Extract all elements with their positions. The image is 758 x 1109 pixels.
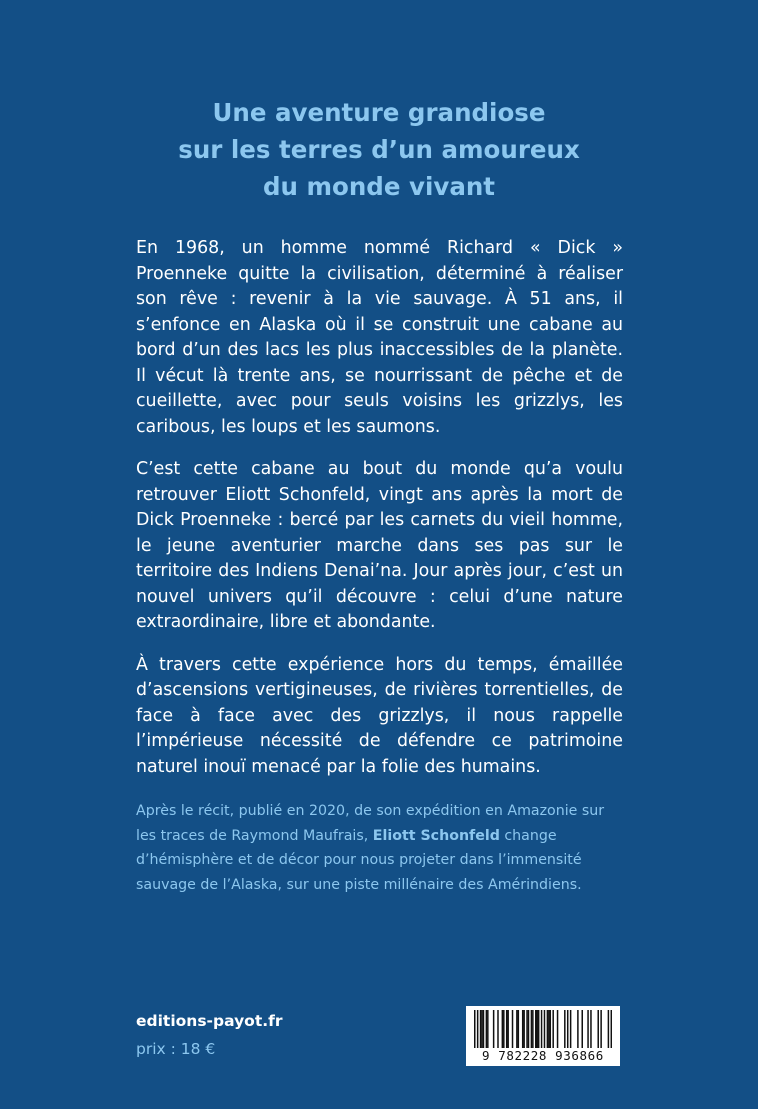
headline-line-1: Une aventure grandiose	[212, 98, 546, 127]
headline-line-3: du monde vivant	[262, 172, 496, 201]
barcode-bar	[477, 1010, 479, 1048]
barcode-bar	[518, 1010, 520, 1048]
barcode-bar	[577, 1010, 579, 1048]
barcode-bar	[474, 1010, 476, 1048]
headline-line-2: sur les terres d’un amoureux	[178, 135, 580, 164]
barcode-bar	[483, 1010, 485, 1048]
barcode-bar	[581, 1010, 583, 1048]
barcode-bar	[557, 1010, 559, 1048]
barcode-bar	[550, 1010, 552, 1048]
barcode-bar	[608, 1010, 610, 1048]
barcode-bar	[502, 1010, 504, 1048]
barcode-bar	[503, 1010, 505, 1048]
barcode-bar	[590, 1010, 592, 1048]
barcode-bar	[538, 1010, 540, 1048]
barcode-bar	[493, 1010, 495, 1048]
barcode-bar	[486, 1010, 488, 1048]
barcode-bar	[597, 1010, 599, 1048]
author-bio-intro: Après le récit, publié en 2020, de son expédition en Amazonie sur les traces de Raymond Maufrais,	[136, 803, 605, 844]
barcode-bar	[528, 1010, 530, 1048]
barcode-bar	[480, 1010, 482, 1048]
barcode-bar	[522, 1010, 524, 1048]
blurb-paragraph-2: C’est cette cabane au bout du monde qu’a voulu retrouver Eliott Schonfeld, vingt ans après la mort de Dick Proenneke : bercé par les carnets du vieil homme, le jeune aventurier marche dans ses pas sur le territoire des Indiens Denai’na. Jour après jour, c’est un nouvel univers qu’il découvre : celui d’une nature extraordinaire, libre et abondante.	[136, 459, 623, 632]
headline	[0, 94, 758, 205]
blurb-paragraph-3: À travers cette expérience hors du temps, émaillée d’ascensions vertigineuses, de rivières torrentielles, de face à face avec des grizzlys, il nous rappelle l’impérieuse nécessité de défendre ce patrimoine naturel inouï menacé par la folie des humains.	[136, 654, 623, 777]
barcode-bar	[526, 1010, 528, 1048]
barcode-bar	[548, 1010, 550, 1048]
blurb	[136, 236, 623, 797]
barcode-bar	[507, 1010, 509, 1048]
barcode-bar	[506, 1010, 508, 1048]
barcode-bar	[487, 1010, 489, 1048]
barcode-bars	[474, 1010, 612, 1048]
barcode-bar	[600, 1010, 602, 1048]
barcode-bar	[570, 1010, 572, 1048]
isbn-number: 9 782228 936866	[482, 1048, 604, 1063]
author-name: Eliott Schonfeld	[372, 827, 500, 844]
blurb-paragraph-1: En 1968, un homme nommé Richard « Dick » Proenneke quitte la civilisation, déterminé à réaliser son rêve : revenir à la vie sauvage. À 51 ans, il s’enfonce en Alaska où il se construit une cabane au bord d’un des lacs les plus inaccessibles de la planète. Il vécut là trente ans, se nourrissant de pêche et de cueillette, avec pour seuls voisins les grizzlys, les caribous, les loups et les saumons.	[136, 238, 623, 437]
author-bio-outro: change d’hémisphère et de décor pour nous projeter dans l’immensité sauvage de l’Alaska, sur une piste millénaire des Amérindiens.	[136, 827, 582, 893]
barcode-bar	[544, 1010, 546, 1048]
barcode-bar	[532, 1010, 534, 1048]
barcode-bar	[564, 1010, 566, 1048]
barcode-bar	[547, 1010, 549, 1048]
barcode-bar	[481, 1010, 483, 1048]
author-bio	[136, 799, 623, 897]
barcode-bar	[587, 1010, 589, 1048]
barcode-bar	[523, 1010, 525, 1048]
price-label: prix : 18 €	[136, 1040, 216, 1058]
barcode-bar	[497, 1010, 499, 1048]
barcode-bar	[531, 1010, 533, 1048]
barcode-bar	[552, 1010, 554, 1048]
barcode-bar	[536, 1010, 538, 1048]
barcode-bar	[516, 1010, 518, 1048]
publisher-url[interactable]: editions-payot.fr	[136, 1012, 283, 1030]
barcode-bar	[567, 1010, 569, 1048]
barcode-bar	[611, 1010, 612, 1048]
barcode-bar	[541, 1010, 543, 1048]
barcode-bar	[512, 1010, 514, 1048]
barcode-bar	[535, 1010, 537, 1048]
barcode	[466, 1006, 620, 1066]
